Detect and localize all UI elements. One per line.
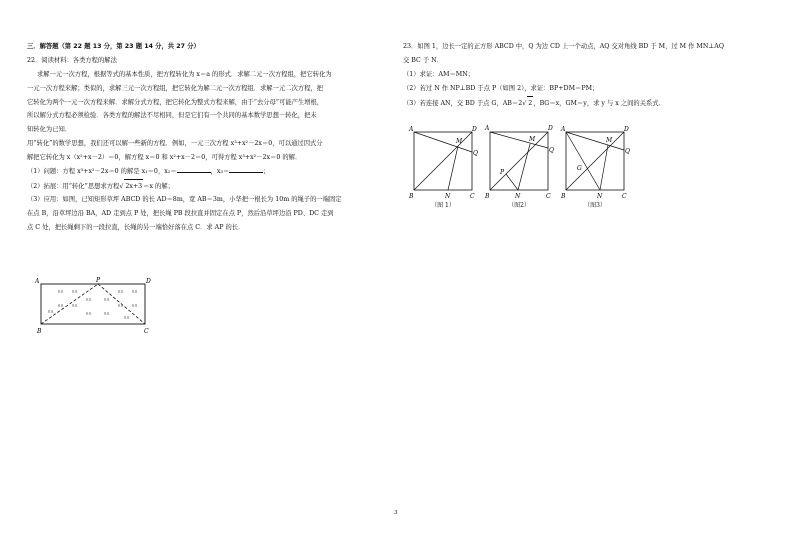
- q22-para1-line1: 求解一元一次方程，根据等式的基本性质，把方程转化为 x＝a 的形式．求解二元一次方程组，把它转化为: [37, 70, 332, 78]
- fig2-label-C: C: [546, 193, 551, 200]
- fig2-line-mn: [518, 144, 530, 190]
- fig1-label-Q: Q: [473, 150, 478, 157]
- q22-para1-line2: 一元一次方程来解；类似的，求解三元一次方程组，把它转化为解二元一次方程组．求解一元二次方程，把: [27, 84, 323, 92]
- fig3-caption: （图3）: [584, 202, 606, 209]
- fig2-label-M: M: [529, 136, 536, 143]
- fig3-label-M: M: [606, 137, 613, 144]
- label-P: P: [96, 277, 101, 284]
- figure-2: [484, 110, 554, 202]
- fig3-label-G: G: [577, 165, 582, 172]
- q22-part1-mid: ，x₃＝: [210, 168, 230, 176]
- fig1-label-N: N: [445, 193, 451, 200]
- fig3-label-Q: Q: [625, 148, 630, 155]
- q22-para2-line1: 用“转化”的数学思想，我们还可以解一些新的方程．例如，一元三次方程 x³+x²－2x＝0，可以通过因式分: [27, 140, 323, 148]
- fig3-label-N: N: [597, 193, 603, 200]
- fig2-diagonal-bd: [490, 132, 548, 190]
- fig1-label-D: D: [472, 126, 477, 133]
- fig2-label-N: N: [515, 193, 521, 200]
- label-D: D: [146, 278, 151, 285]
- q22-part3-line2: 在点 B，沿草坪边沿 BA，AD 走到点 P 处，把长绳 PB 段拉直并固定在点 P，然后沿草坪边沿 PD、DC 走到: [27, 209, 334, 217]
- left-column: [27, 40, 385, 234]
- fig1-label-A: A: [409, 126, 414, 133]
- q22-part3-line1: （3）应用：如图，已知矩形草坪 ABCD 的长 AD＝8m，宽 AB＝3m，小华把一根长为 10m 的绳子的一端固定: [27, 195, 342, 203]
- grass-pattern: [48, 290, 137, 319]
- figure-1: [408, 126, 478, 202]
- q22-title: 22．阅读材料：各类方程的解法: [27, 56, 117, 64]
- fig2-line-np: [506, 174, 518, 190]
- fig2-label-D: D: [548, 125, 553, 132]
- fig1-label-B: B: [409, 193, 414, 200]
- q22-part2-prefix: （2）拓展：用“转化”思想求方程: [27, 182, 120, 190]
- fig2-label-P: P: [500, 169, 505, 176]
- fig2-label-A: A: [485, 125, 490, 132]
- q22-part2-radicand: 2x+3: [124, 179, 143, 194]
- right-column: [403, 40, 773, 109]
- fig3-label-A: A: [561, 126, 566, 133]
- sqrt-symbol: √: [119, 182, 124, 190]
- fig2-line-aq: [490, 132, 548, 148]
- page-number: 3: [394, 510, 398, 516]
- q22-part3-line3: 点 C 处，把长绳剩下的一段拉直，长绳的另一端恰好落在点 C．求 AP 的长．: [27, 223, 245, 231]
- label-C: C: [144, 328, 149, 335]
- q22-part1-suffix: ；: [263, 168, 270, 176]
- q22-para1-line3: 它转化为两个一元一次方程来解．求解分式方程，把它转化为整式方程来解，由于“去分母”可能产生增根，: [27, 98, 324, 106]
- rope-bp: [41, 284, 98, 324]
- q22-part1: [27, 165, 385, 179]
- fig1-caption: （图 1）: [431, 202, 455, 209]
- lawn-rectangle-figure: [34, 277, 154, 335]
- q23-part3-suffix: ，BG＝x，GM＝y，求 y 与 x 之间的关系式．: [533, 99, 665, 107]
- fig1-diagonal-bd: [414, 132, 472, 190]
- q22-para2-line2: 解把它转化为 x（x²+x－2）＝0，解方程 x＝0 和 x²+x－2＝0，可得方程 x³+x²－2x＝0 的解．: [27, 154, 302, 162]
- q22-part1-prefix: （1）问题：方程 x³+x²－2x＝0 的解是 x₁＝0，x₂＝: [27, 168, 177, 176]
- lawn-rect: [41, 284, 145, 324]
- fig3-label-C: C: [622, 193, 627, 200]
- q22-para1-line4: 所以解分式方程必须检验．各类方程的解法不尽相同，但是它们有一个共同的基本数学思想－转化，把未: [27, 112, 317, 120]
- fig3-label-B: B: [561, 193, 566, 200]
- fig1-line-mn: [448, 146, 458, 190]
- section-header: 三．解答题（第 22 题 13 分，第 23 题 14 分，共 27 分）: [27, 43, 200, 50]
- q23-part2: （2）若过 N 作 NP⊥BD 于点 P（如图 2），求证：BP+DM＝PM；: [403, 84, 599, 92]
- fig2-label-B: B: [485, 193, 490, 200]
- q23-part3: [403, 96, 773, 110]
- fig1-line-aq: [414, 132, 472, 152]
- q23-part3-prefix: （3）若连接 AN，交 BD 于点 G，AB＝2: [403, 99, 523, 107]
- q23-part1: （1）求证：AM＝MN；: [403, 70, 475, 78]
- fig2-label-Q: Q: [549, 147, 554, 154]
- q22-para1-line5: 知转化为已知．: [27, 126, 72, 134]
- rope-pc: [98, 284, 145, 324]
- answer-blank-x2[interactable]: [177, 166, 211, 173]
- q23-intro-line1: 23．如图 1，边长一定的正方形 ABCD 中，Q 为边 CD 上一个动点，AQ 交对角线 BD 于 M，过 M 作 MN⊥AQ: [403, 43, 725, 50]
- fig1-label-M: M: [456, 138, 463, 145]
- fig3-label-D: D: [624, 126, 629, 133]
- sqrt-symbol-2: √: [522, 99, 527, 107]
- q23-intro-line2: 交 BC 于 N．: [403, 56, 443, 64]
- q23-part3-sqrt: 2: [527, 96, 533, 111]
- figure-3: [560, 126, 630, 202]
- label-A: A: [35, 278, 40, 285]
- answer-blank-x3[interactable]: [229, 166, 263, 173]
- fig2-caption: （图2）: [508, 202, 530, 209]
- fig1-label-C: C: [470, 193, 475, 200]
- label-B: B: [37, 328, 42, 335]
- q22-part2: [27, 179, 385, 193]
- q22-part2-suffix: ＝x 的解；: [143, 182, 174, 190]
